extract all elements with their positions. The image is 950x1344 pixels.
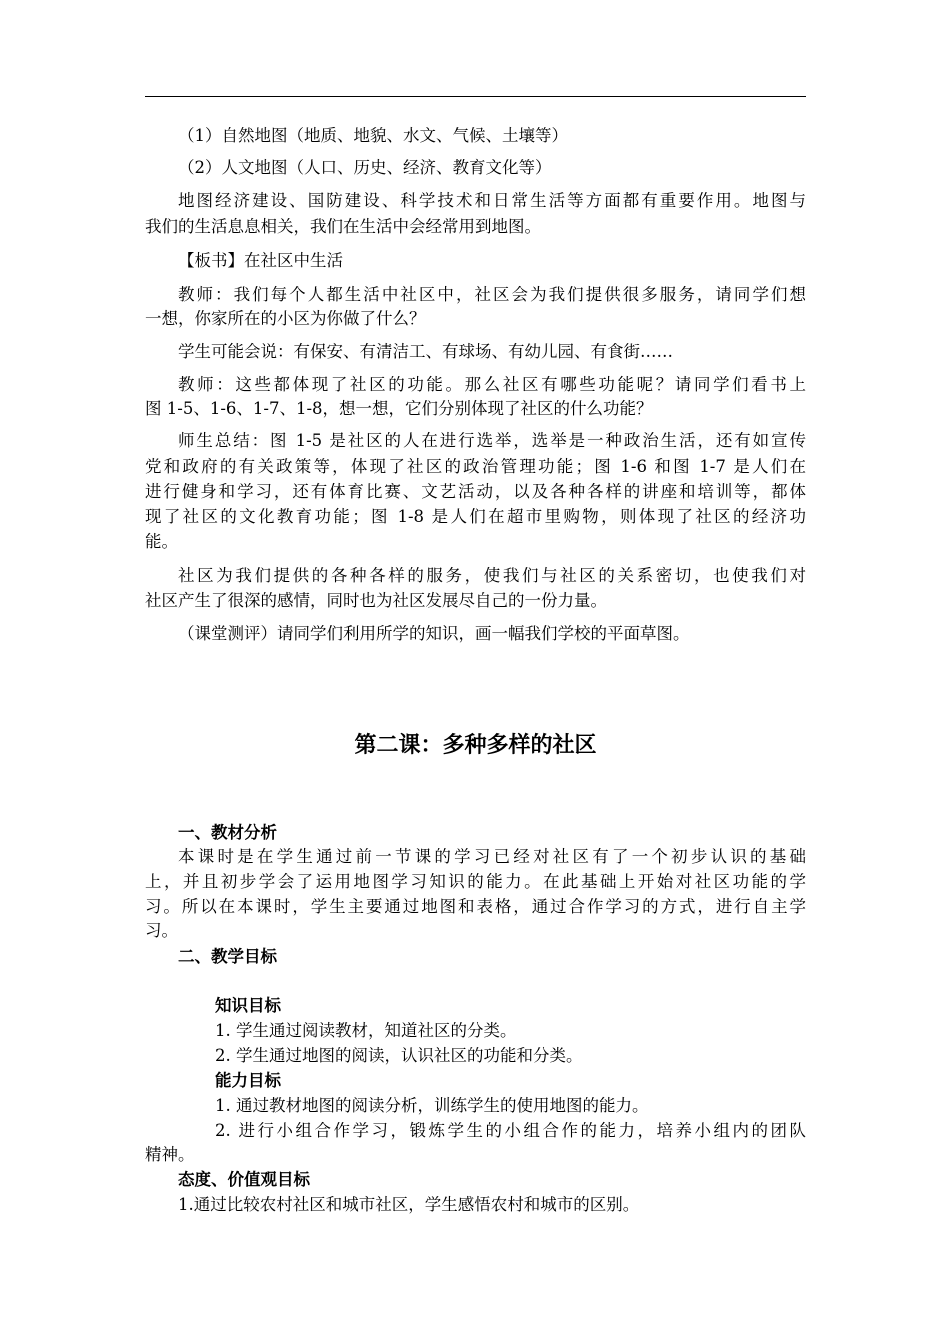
subsection-title: 知识目标	[215, 996, 281, 1015]
text-line: 一想，你家所在的小区为你做了什么？	[145, 309, 426, 328]
list-item: 2. 进行小组合作学习，锻炼学生的小组合作的能力，培养小组内的团队	[215, 1121, 806, 1140]
text-line: （课堂测评）请同学们利用所学的知识，画一幅我们学校的平面草图。	[178, 624, 690, 643]
text-line: 现了社区的文化教育功能；图 1-8 是人们在超市里购物，则体现了社区的经济功	[145, 507, 806, 526]
section-title: 二、教学目标	[178, 947, 277, 966]
text-line: 能。	[145, 532, 178, 551]
text-line: 图 1-5、1-6、1-7、1-8，想一想，它们分别体现了社区的什么功能？	[145, 399, 653, 418]
subsection-title: 能力目标	[215, 1071, 281, 1090]
list-item: 2. 学生通过地图的阅读，认识社区的功能和分类。	[215, 1046, 583, 1065]
list-item: 1.通过比较农村社区和城市社区，学生感悟农村和城市的区别。	[178, 1195, 640, 1214]
list-item: 精神。	[145, 1145, 195, 1164]
text-line: 我们的生活息息相关，我们在生活中会经常用到地图。	[145, 217, 541, 236]
text-line: 上，并且初步学会了运用地图学习知识的能力。在此基础上开始对社区功能的学	[145, 872, 806, 891]
text-line: 进行健身和学习，还有体育比赛、文艺活动，以及各种各样的讲座和培训等，都体	[145, 482, 806, 501]
text-line: 习。	[145, 921, 178, 940]
section-title: 一、教材分析	[178, 823, 277, 842]
text-line: 社区产生了很深的感情，同时也为社区发展尽自己的一份力量。	[145, 591, 607, 610]
text-line: 习。所以在本课时，学生主要通过地图和表格，通过合作学习的方式，进行自主学	[145, 897, 806, 916]
text-line: 社区为我们提供的各种各样的服务，使我们与社区的关系密切，也使我们对	[178, 566, 806, 585]
text-line: 教师：这些都体现了社区的功能。那么社区有哪些功能呢？请同学们看书上	[178, 375, 806, 394]
text-line: （2）人文地图（人口、历史、经济、教育文化等）	[178, 158, 552, 177]
lesson-heading: 第二课：多种多样的社区	[354, 732, 597, 758]
text-line: 【板书】在社区中生活	[178, 251, 343, 270]
text-line: 教师：我们每个人都生活中社区中，社区会为我们提供很多服务，请同学们想	[178, 285, 806, 304]
list-item: 1. 通过教材地图的阅读分析，训练学生的使用地图的能力。	[215, 1096, 649, 1115]
list-item: 1. 学生通过阅读教材，知道社区的分类。	[215, 1021, 517, 1040]
text-line: 师生总结：图 1-5 是社区的人在进行选举，选举是一种政治生活，还有如宣传	[178, 431, 806, 450]
subsection-title: 态度、价值观目标	[178, 1170, 310, 1189]
text-line: 党和政府的有关政策等，体现了社区的政治管理功能；图 1-6 和图 1-7 是人们在	[145, 457, 806, 476]
text-line: （1）自然地图（地质、地貌、水文、气候、土壤等）	[178, 126, 568, 145]
text-line: 学生可能会说：有保安、有清洁工、有球场、有幼儿园、有食街……	[178, 342, 673, 361]
text-line: 本课时是在学生通过前一节课的学习已经对社区有了一个初步认识的基础	[178, 847, 806, 866]
header-rule	[145, 96, 806, 97]
text-line: 地图经济建设、国防建设、科学技术和日常生活等方面都有重要作用。地图与	[178, 191, 806, 210]
